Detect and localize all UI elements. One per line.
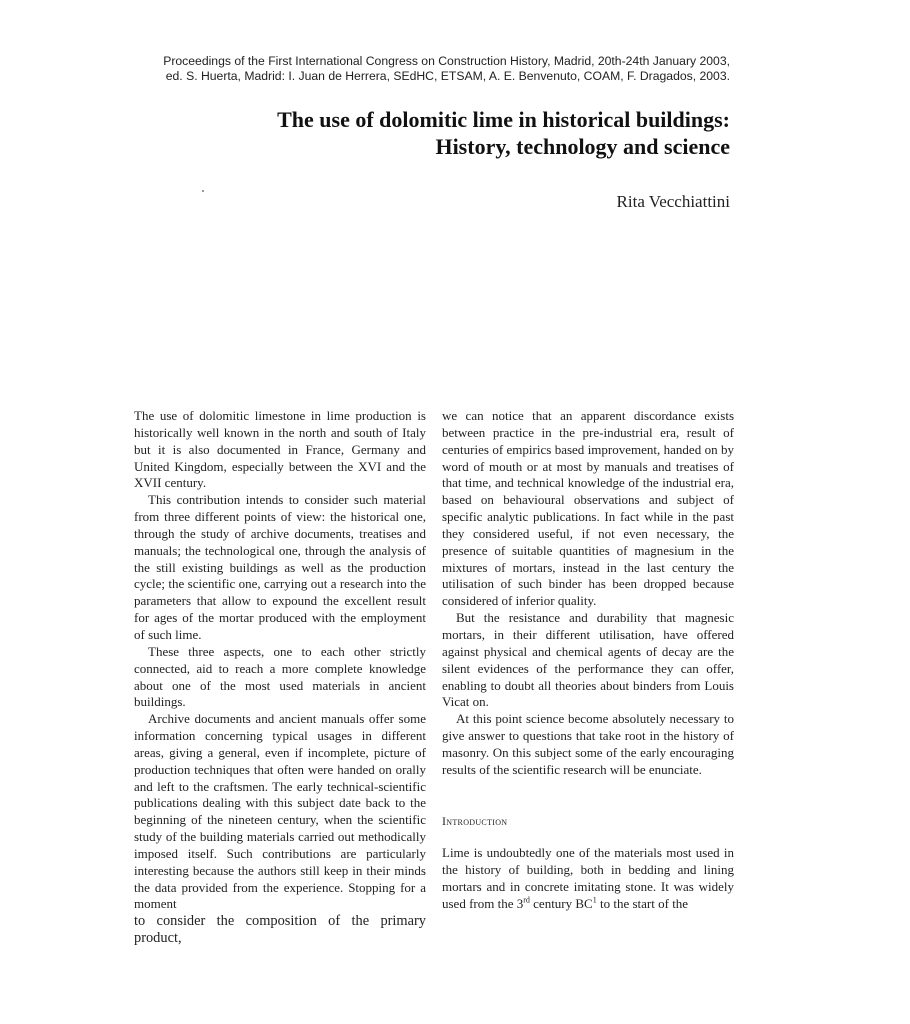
ordinal-superscript: rd [523,895,530,905]
abstract-paragraph-4: Archive documents and ancient manuals offer some information concerning typical usages in different areas, giving a general, even if incomplete, picture of production techniques that often were handed on orally and left to the craftsmen. The early technical-scientific publications dealing with this subject date back to the beginning of the nineteen century, when the scientific study of the building materials carried out methodically imposed itself. Such contributions are particularly interesting because the authors still keep in their minds the data provided from the experience. Stopping for a moment [134,711,426,912]
abstract-paragraph-7: At this point science become absolutely necessary to give answer to questions that take root in the history of masonry. On this subject some of the early encouraging results of the scientific research will be enunciate. [442,711,734,777]
footnote-marker-1: 1 [592,895,597,905]
right-column [442,408,734,913]
abstract-paragraph-5: we can notice that an apparent discordance exists between practice in the pre-industrial era, result of centuries of empirics based improvement, handed on by word of mouth or at most by manuals and treatises of that time, and technical knowledge of the industrial era, based on behavioural observations and subject of specific analytic publications. In fact while in the past they considered useful, if not even necessary, the presence of suitable quantities of magnesium in the mixtures of mortars, instead in the last century the utilisation of such binder has been dropped because considered of inferior quality. [442,408,734,609]
title-line-2: History, technology and science [435,134,730,159]
abstract-paragraph-3: These three aspects, one to each other strictly connected, aid to reach a more complete knowledge about one of the most used materials in ancient buildings. [134,643,426,710]
introduction-paragraph-1 [442,845,734,912]
section-heading-introduction: Introduction [442,813,508,828]
abstract-paragraph-1: The use of dolomitic limestone in lime production is historically well known in the north and south of Italy but it is also documented in France, Germany and United Kingdom, especially between the XVI and the XVII century. [134,408,426,491]
scan-speck [202,190,204,192]
paper-title [200,106,730,160]
header-line-2: ed. S. Huerta, Madrid: I. Juan de Herrera, SEdHC, ETSAM, A. E. Benvenuto, COAM, F. Dragados, 2003. [165,69,730,83]
intro-text-c: to the start of the [596,895,689,911]
abstract-paragraph-2: This contribution intends to consider such material from three different points of view: the historical one, through the study of archive documents, treatises and manuals; the technological one, through the analysis of the still existing buildings as well as the production cycle; the scientific one, carrying out a research into the parameters that allow to expound the excellent result for ages of the mortar produced with the employment of such lime. [134,492,426,642]
proceedings-header [130,54,730,84]
header-line-1: Proceedings of the First International Congress on Construction History, Madrid, 20th-24th January 2003, [163,54,730,68]
author-name: Rita Vecchiattini [616,192,730,211]
left-column [134,408,426,947]
abstract-paragraph-6: But the resistance and durability that magnesic mortars, in their different utilisation, have offered against physical and chemical agents of decay are the silent evidences of the performance they can offer, enabling to doubt all theories about binders from Louis Vicat on. [442,610,734,710]
title-line-1: The use of dolomitic lime in historical buildings: [277,107,730,132]
intro-text-b: century BC [529,895,593,911]
intro-text-a: Lime is undoubtedly one of the materials most used in the history of building, both in bedding and lining mortars and in concrete imitating stone. It was widely used from the 3 [442,845,734,911]
abstract-paragraph-4-last-line: to consider the composition of the primary product, [134,913,426,947]
